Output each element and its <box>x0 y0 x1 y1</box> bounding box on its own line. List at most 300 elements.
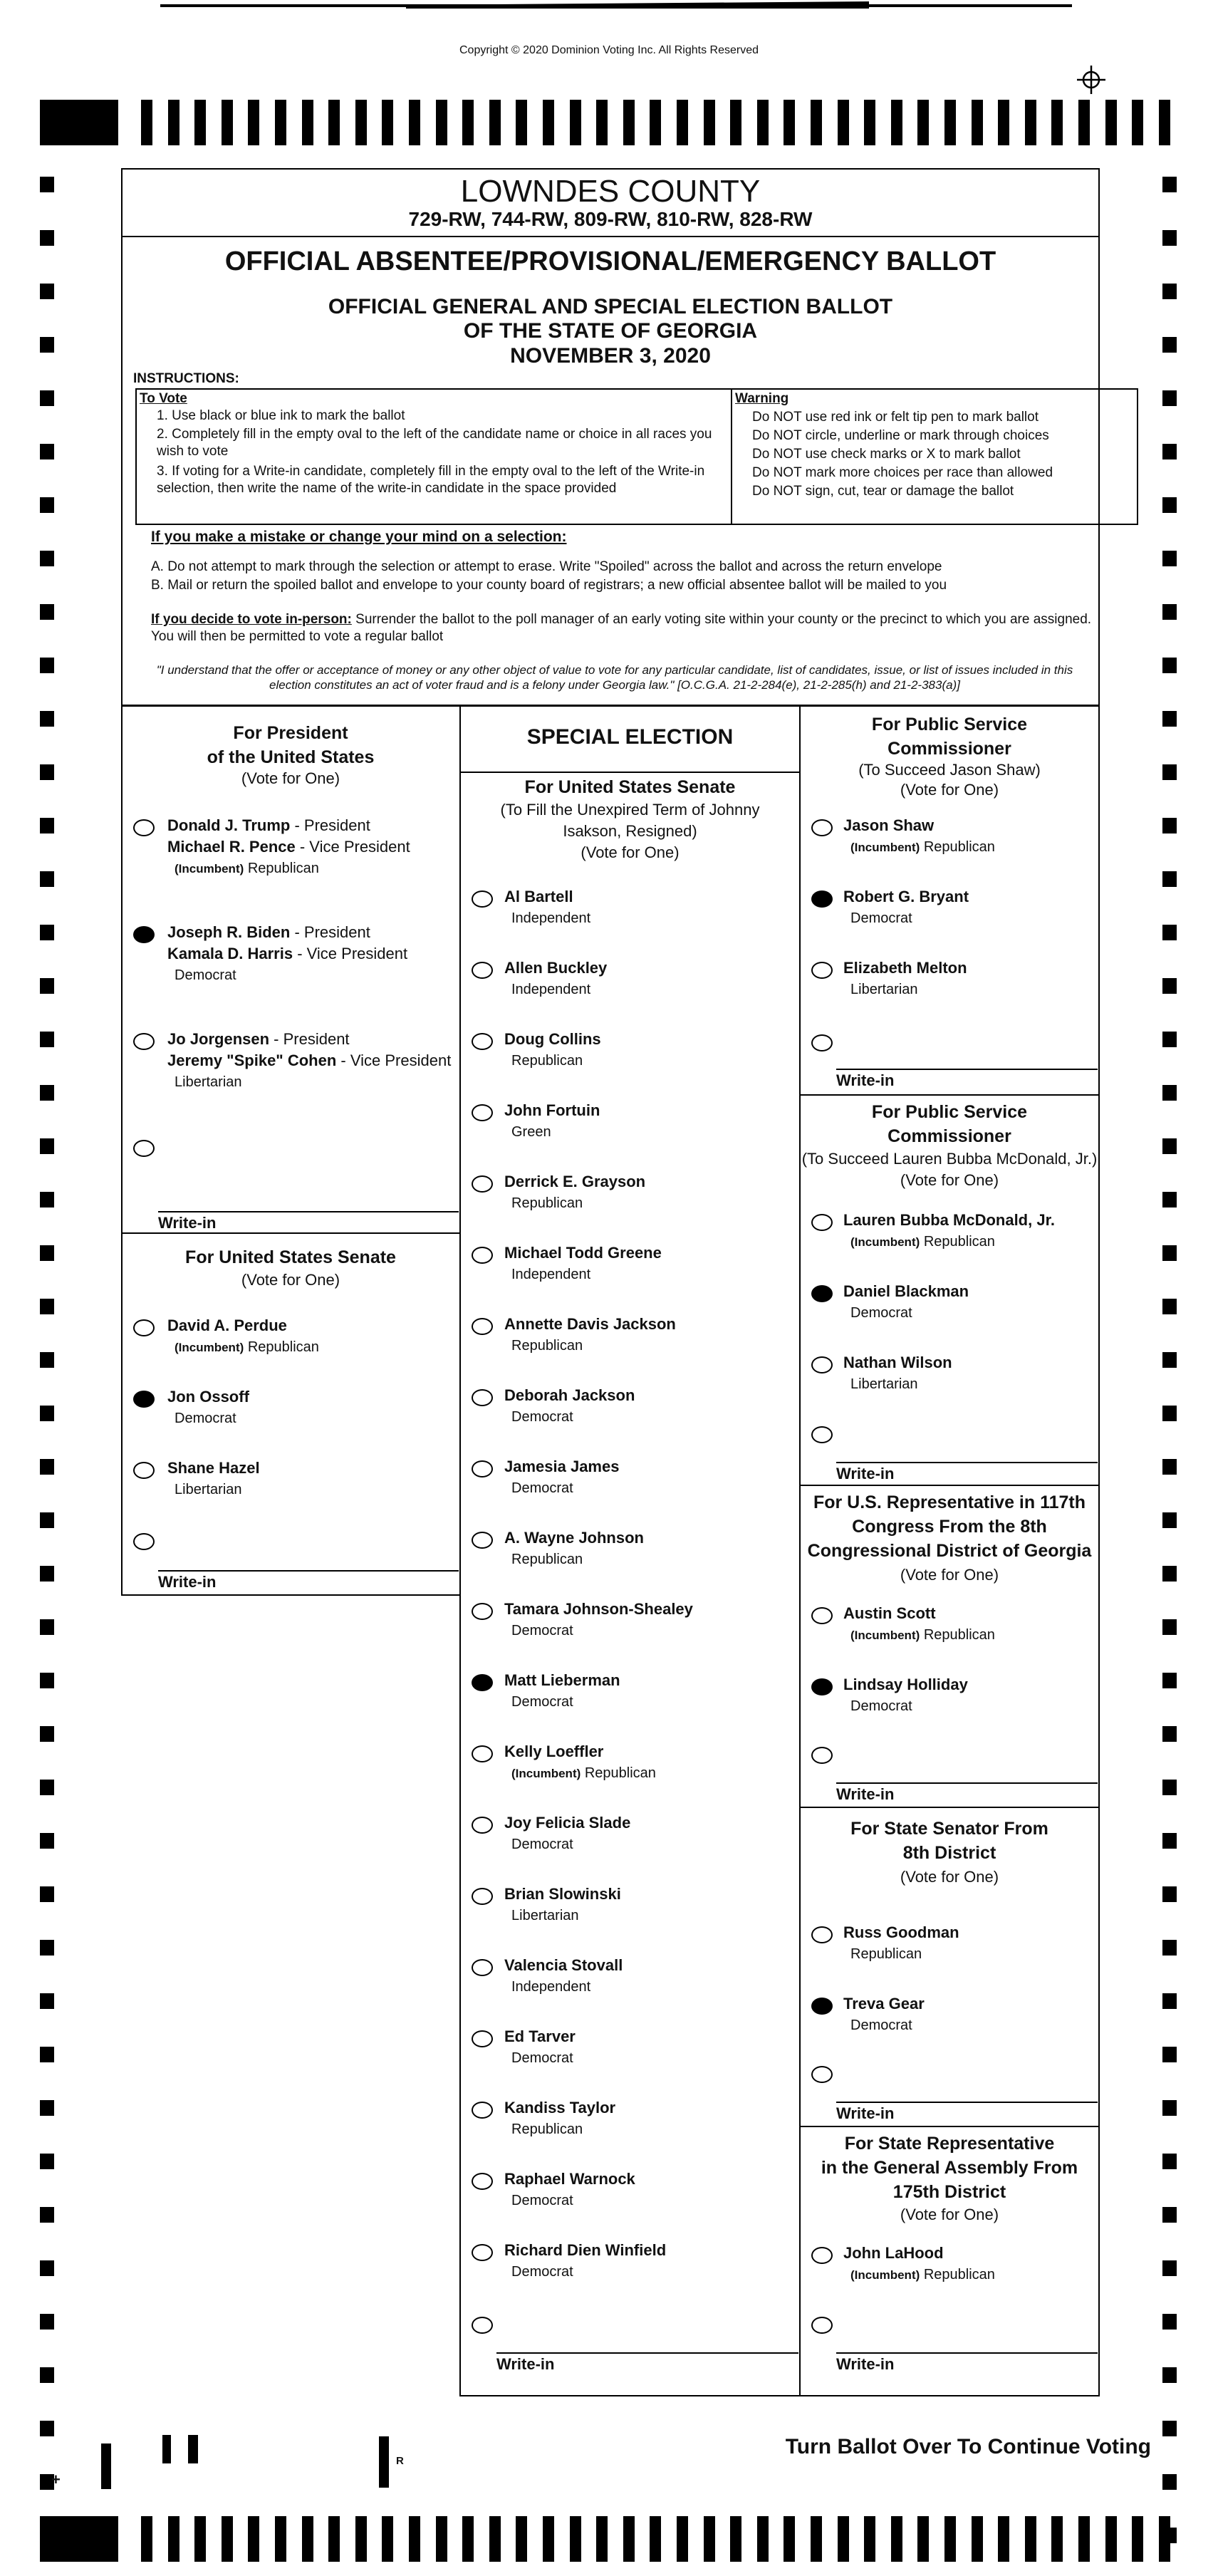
timing-bar <box>677 100 688 145</box>
side-mark <box>1162 2100 1177 2116</box>
joy-felicia-slade-name: Joy Felicia Slade <box>504 1814 631 1832</box>
jason-shaw-party <box>850 839 995 856</box>
oval-raphael-warnock[interactable] <box>472 2173 493 2190</box>
special-senate-sub-2: Isakson, Resigned) <box>563 822 697 840</box>
state-senate-rule <box>799 2126 1099 2127</box>
timing-bar <box>222 2516 233 2562</box>
doug-collins-party-name: Republican <box>511 1053 583 1069</box>
side-mark <box>40 711 54 727</box>
side-mark <box>1162 337 1177 353</box>
oval-doug-collins[interactable] <box>472 1033 493 1050</box>
psc1-sub: (To Succeed Jason Shaw) <box>858 761 1041 779</box>
tamara-johnson-shealey-party <box>511 1623 573 1639</box>
biden-party: Democrat <box>175 967 236 983</box>
side-mark <box>40 1619 54 1635</box>
oval-ed-tarver[interactable] <box>472 2030 493 2047</box>
senate-race-rule <box>121 1594 460 1596</box>
timing-bar <box>596 100 608 145</box>
matt-lieberman-name: Matt Lieberman <box>504 1671 620 1689</box>
crosshair-icon <box>1076 64 1107 95</box>
side-mark <box>1162 1085 1177 1101</box>
oval-tamara-johnson-shealey[interactable] <box>472 1603 493 1620</box>
senate-vote-for: (Vote for One) <box>241 1271 340 1289</box>
timing-bar <box>248 2516 259 2562</box>
timing-bar <box>811 100 822 145</box>
timing-bar <box>168 100 179 145</box>
oval-derrick-e-grayson[interactable] <box>472 1175 493 1193</box>
timing-bar <box>838 2516 849 2562</box>
valencia-stovall-party <box>511 1979 590 1995</box>
valencia-stovall-party-name: Independent <box>511 1979 591 1995</box>
lauren-bubba-mcdonald-jr-incumbent: (Incumbent) <box>850 1235 920 1249</box>
psc2-writein-line[interactable]: Write-in <box>836 1462 1098 1483</box>
jamesia-james-party <box>511 1480 573 1497</box>
oval-state-senate-writein[interactable] <box>811 2066 833 2083</box>
side-mark <box>40 925 54 940</box>
trump-incumbent: (Incumbent) <box>175 862 244 876</box>
side-mark <box>40 1138 54 1154</box>
state-rep-writein-line[interactable]: Write-in <box>836 2352 1098 2374</box>
timing-bar <box>650 2516 661 2562</box>
turn-over-notice: Turn Ballot Over To Continue Voting <box>785 2435 1151 2458</box>
side-mark <box>1162 1138 1177 1154</box>
tamara-johnson-shealey-party-name: Democrat <box>511 1623 573 1638</box>
elizabeth-melton-party <box>850 982 918 998</box>
kandiss-taylor-party-name: Republican <box>511 2121 583 2137</box>
oval-matt-lieberman[interactable] <box>472 1674 493 1691</box>
side-mark <box>1162 1459 1177 1475</box>
house-rule <box>799 1807 1099 1808</box>
timing-bar <box>436 100 447 145</box>
special-election-label: SPECIAL ELECTION <box>526 725 734 749</box>
timing-bar <box>141 100 152 145</box>
timing-bar <box>194 100 206 145</box>
mistake-label: If you make a mistake or change your mind on a selection: <box>151 529 567 545</box>
oval-russ-goodman[interactable] <box>811 1926 833 1943</box>
timing-bar <box>409 2516 420 2562</box>
hazel-party: Libertarian <box>175 1482 242 1497</box>
county-name: LOWNDES COUNTY <box>460 174 761 209</box>
oval-daniel-blackman[interactable] <box>811 1285 833 1302</box>
side-mark <box>40 1940 54 1956</box>
psc2-title-2: Commissioner <box>888 1126 1011 1146</box>
warning-1: Do NOT use red ink or felt tip pen to mark ballot <box>752 410 1039 425</box>
oval-annette-davis-jackson[interactable] <box>472 1318 493 1335</box>
timing-bar <box>1025 100 1036 145</box>
oval-john-lahood[interactable] <box>811 2247 833 2264</box>
columns-top-rule <box>121 705 1100 707</box>
oval-senate-writein[interactable] <box>133 1533 155 1550</box>
timing-bar <box>704 100 715 145</box>
john-lahood-incumbent: (Incumbent) <box>850 2268 920 2282</box>
side-mark <box>1162 1352 1177 1368</box>
side-mark <box>1162 551 1177 566</box>
jamesia-james-name: Jamesia James <box>504 1458 620 1475</box>
in-person-block <box>151 611 1105 645</box>
austin-scott-party <box>850 1627 995 1643</box>
jason-shaw-name: Jason Shaw <box>843 816 935 834</box>
jamesia-james-party-name: Democrat <box>511 1480 573 1496</box>
house-title-3: Congressional District of Georgia <box>807 1541 1092 1561</box>
timing-bar <box>328 100 340 145</box>
timing-bar <box>730 2516 741 2562</box>
side-mark <box>1162 2260 1177 2276</box>
senate-title: For United States Senate <box>185 1247 396 1267</box>
jorgensen-role: - President <box>269 1030 350 1048</box>
special-senate-title: For United States Senate <box>524 777 736 797</box>
timing-bar <box>917 2516 929 2562</box>
oval-allen-buckley[interactable] <box>472 962 493 979</box>
nathan-wilson-party <box>850 1376 918 1393</box>
timing-bar <box>1132 2516 1143 2562</box>
house-vote-for: (Vote for One) <box>900 1566 999 1584</box>
oval-nathan-wilson[interactable] <box>811 1356 833 1373</box>
matt-lieberman-party-name: Democrat <box>511 1694 573 1710</box>
timing-bar <box>784 100 795 145</box>
warning-3: Do NOT use check marks or X to mark ballot <box>752 447 1021 462</box>
special-senate-vote-for: (Vote for One) <box>581 843 680 861</box>
timing-bar <box>355 2516 367 2562</box>
oval-jason-shaw[interactable] <box>811 819 833 836</box>
timing-bar <box>302 100 313 145</box>
oval-jamesia-james[interactable] <box>472 1460 493 1477</box>
top-timing-marks <box>0 100 1182 145</box>
harris-name: Kamala D. Harris <box>167 945 293 962</box>
oval-elizabeth-melton[interactable] <box>811 962 833 979</box>
side-mark <box>1162 1032 1177 1047</box>
side-mark <box>40 1192 54 1208</box>
trump-line <box>167 816 370 835</box>
lauren-bubba-mcdonald-jr-party <box>850 1234 995 1250</box>
psc2-title-1: For Public Service <box>871 1102 1028 1122</box>
timing-bar <box>489 2516 501 2562</box>
oval-jorgensen[interactable] <box>133 1033 155 1050</box>
al-bartell-name: Al Bartell <box>504 888 573 905</box>
precinct-list: 729-RW, 744-RW, 809-RW, 810-RW, 828-RW <box>408 208 813 230</box>
pence-role: - Vice President <box>295 838 410 856</box>
russ-goodman-name: Russ Goodman <box>843 1923 959 1941</box>
side-mark <box>40 818 54 833</box>
perdue-name: David A. Perdue <box>167 1316 287 1334</box>
oval-biden[interactable] <box>133 926 155 943</box>
oval-robert-g-bryant[interactable] <box>811 890 833 908</box>
matt-lieberman-party <box>511 1694 573 1710</box>
oval-a-wayne-johnson[interactable] <box>472 1532 493 1549</box>
brian-slowinski-party <box>511 1908 579 1924</box>
oval-john-fortuin[interactable] <box>472 1104 493 1121</box>
side-mark <box>1162 1673 1177 1688</box>
oval-austin-scott[interactable] <box>811 1607 833 1624</box>
perdue-party-name: Republican <box>244 1339 319 1355</box>
side-mark <box>40 764 54 780</box>
elizabeth-melton-name: Elizabeth Melton <box>843 959 967 977</box>
timing-bar <box>570 2516 581 2562</box>
to-vote-step-3: 3. If voting for a Write-in candidate, completely fill in the empty oval to the left of the Write-in selection, then write the name of the write-in candidate in the space provided <box>157 464 705 496</box>
side-mark <box>1162 230 1177 246</box>
timing-bar <box>944 2516 956 2562</box>
col-divider-1 <box>459 705 461 2396</box>
derrick-e-grayson-party <box>511 1195 583 1212</box>
austin-scott-name: Austin Scott <box>843 1604 936 1622</box>
biden-name: Joseph R. Biden <box>167 923 291 941</box>
side-mark <box>40 2367 54 2383</box>
side-mark <box>40 1245 54 1261</box>
side-mark <box>1162 1299 1177 1314</box>
treva-gear-name: Treva Gear <box>843 1995 925 2012</box>
col-right-edge <box>1098 705 1100 2396</box>
state-senate-title-2: 8th District <box>902 1843 996 1863</box>
side-mark <box>1162 2528 1177 2543</box>
side-mark <box>1162 177 1177 192</box>
side-mark <box>40 1780 54 1795</box>
jason-shaw-party-name: Republican <box>920 839 995 855</box>
side-mark <box>1162 1245 1177 1261</box>
timing-bar <box>704 2516 715 2562</box>
ossoff-party: Democrat <box>175 1411 236 1426</box>
timing-bar <box>811 2516 822 2562</box>
side-mark <box>40 1085 54 1101</box>
state-senate-title-1: For State Senator From <box>850 1819 1048 1839</box>
timing-bar <box>1105 2516 1117 2562</box>
robert-g-bryant-party-name: Democrat <box>850 910 912 926</box>
oval-kelly-loeffler[interactable] <box>472 1745 493 1762</box>
side-mark <box>1162 604 1177 620</box>
oval-joy-felicia-slade[interactable] <box>472 1817 493 1834</box>
ossoff-name: Jon Ossoff <box>167 1388 249 1406</box>
timing-bar <box>757 2516 769 2562</box>
ed-tarver-party-name: Democrat <box>511 2050 573 2066</box>
psc1-rule <box>799 1094 1099 1096</box>
side-mark <box>40 497 54 513</box>
side-mark <box>1162 1886 1177 1902</box>
house-title-1: For U.S. Representative in 117th <box>813 1492 1086 1512</box>
side-mark <box>1162 2154 1177 2169</box>
president-title-2: of the United States <box>207 747 375 767</box>
timing-bar <box>409 100 420 145</box>
side-mark <box>40 871 54 887</box>
timing-bar <box>972 100 983 145</box>
side-mark <box>40 1406 54 1421</box>
psc2-sub: (To Succeed Lauren Bubba McDonald, Jr.) <box>801 1150 1098 1168</box>
kandiss-taylor-name: Kandiss Taylor <box>504 2099 616 2117</box>
timing-bar <box>516 2516 527 2562</box>
treva-gear-party <box>850 2017 912 2034</box>
john-fortuin-party-name: Green <box>511 1124 551 1140</box>
side-mark <box>1162 2421 1177 2436</box>
tamara-johnson-shealey-name: Tamara Johnson-Shealey <box>504 1600 693 1618</box>
allen-buckley-party-name: Independent <box>511 982 591 997</box>
timing-bar <box>1105 100 1117 145</box>
raphael-warnock-name: Raphael Warnock <box>504 2170 635 2188</box>
timing-bar <box>623 2516 635 2562</box>
cohen-role: - Vice President <box>336 1051 452 1069</box>
oval-perdue[interactable] <box>133 1319 155 1336</box>
oval-richard-dien-winfield[interactable] <box>472 2244 493 2261</box>
in-person-label: If you decide to vote in-person: <box>151 612 352 627</box>
perdue-incumbent: (Incumbent) <box>175 1341 244 1354</box>
psc1-writein-line[interactable]: Write-in <box>836 1069 1098 1090</box>
deborah-jackson-name: Deborah Jackson <box>504 1386 635 1404</box>
state-senate-vote-for: (Vote for One) <box>900 1868 999 1886</box>
oval-al-bartell[interactable] <box>472 890 493 908</box>
richard-dien-winfield-party <box>511 2264 573 2280</box>
mistake-b: B. Mail or return the spoiled ballot and envelope to your county board of registrars; a new official absentee ballot will be mailed to you <box>151 578 947 593</box>
psc1-title-1: For Public Service <box>871 715 1028 734</box>
side-mark <box>1162 284 1177 299</box>
side-mark <box>1162 390 1177 406</box>
ballot-type: OFFICIAL ABSENTEE/PROVISIONAL/EMERGENCY BALLOT <box>224 246 996 276</box>
senate-writein-line[interactable]: Write-in <box>158 1570 459 1591</box>
richard-dien-winfield-party-name: Democrat <box>511 2264 573 2280</box>
side-mark <box>40 1886 54 1902</box>
oval-state-rep-writein[interactable] <box>811 2317 833 2334</box>
oval-hazel[interactable] <box>133 1462 155 1479</box>
side-mark <box>1162 1406 1177 1421</box>
timing-bar <box>275 100 286 145</box>
side-mark <box>40 978 54 994</box>
deborah-jackson-party-name: Democrat <box>511 1409 573 1425</box>
doug-collins-party <box>511 1053 583 1069</box>
john-fortuin-party <box>511 1124 551 1141</box>
timing-bar <box>730 100 741 145</box>
state-rep-title-2: in the General Assembly From <box>821 2158 1078 2178</box>
warning-5: Do NOT sign, cut, tear or damage the ballot <box>752 484 1014 499</box>
side-mark <box>40 337 54 353</box>
side-mark <box>1162 1512 1177 1528</box>
timing-bar <box>864 2516 875 2562</box>
timing-bar <box>248 100 259 145</box>
plus-mark: + <box>51 2471 61 2488</box>
timing-block <box>40 100 118 145</box>
lindsay-holliday-party-name: Democrat <box>850 1698 912 1714</box>
oval-brian-slowinski[interactable] <box>472 1888 493 1905</box>
timing-bar <box>275 2516 286 2562</box>
state-senate-writein-line[interactable]: Write-in <box>836 2102 1098 2123</box>
lindsay-holliday-party <box>850 1698 912 1715</box>
derrick-e-grayson-name: Derrick E. Grayson <box>504 1173 646 1190</box>
timing-bar <box>570 100 581 145</box>
russ-goodman-party <box>850 1946 922 1963</box>
oval-lauren-bubba-mcdonald-jr[interactable] <box>811 1214 833 1231</box>
oval-valencia-stovall[interactable] <box>472 1959 493 1976</box>
cohen-line <box>167 1051 451 1070</box>
ed-tarver-party <box>511 2050 573 2067</box>
timing-bar <box>355 100 367 145</box>
annette-davis-jackson-party-name: Republican <box>511 1338 583 1354</box>
timing-bar <box>1078 2516 1090 2562</box>
timing-bar <box>382 2516 393 2562</box>
pence-line <box>167 838 410 856</box>
oval-treva-gear[interactable] <box>811 1998 833 2015</box>
timing-bar <box>168 2516 179 2562</box>
oval-lindsay-holliday[interactable] <box>811 1678 833 1695</box>
kelly-loeffler-incumbent: (Incumbent) <box>511 1767 581 1780</box>
side-mark <box>40 1512 54 1528</box>
special-senate-sub-1: (To Fill the Unexpired Term of Johnny <box>500 801 760 819</box>
psc1-vote-for: (Vote for One) <box>900 781 999 799</box>
allen-buckley-party <box>511 982 590 998</box>
president-vote-for: (Vote for One) <box>241 769 340 787</box>
to-vote-label: To Vote <box>140 391 187 406</box>
oval-kandiss-taylor[interactable] <box>472 2102 493 2119</box>
al-bartell-party <box>511 910 590 927</box>
state-rep-title-1: For State Representative <box>844 2134 1055 2154</box>
footer-mark-4 <box>379 2436 389 2488</box>
oval-ossoff[interactable] <box>133 1391 155 1408</box>
oval-house-writein[interactable] <box>811 1747 833 1764</box>
oval-president-writein[interactable] <box>133 1140 155 1157</box>
side-mark <box>40 658 54 673</box>
annette-davis-jackson-party <box>511 1338 583 1354</box>
side-mark <box>40 2154 54 2169</box>
timing-bar <box>489 100 501 145</box>
oval-michael-todd-greene[interactable] <box>472 1247 493 1264</box>
psc2-rule <box>799 1485 1099 1486</box>
election-date: NOVEMBER 3, 2020 <box>510 344 711 368</box>
oval-psc1-writein[interactable] <box>811 1034 833 1051</box>
jorgensen-line <box>167 1030 350 1049</box>
oval-trump[interactable] <box>133 819 155 836</box>
joy-felicia-slade-party <box>511 1837 573 1853</box>
oval-deborah-jackson[interactable] <box>472 1389 493 1406</box>
president-writein-line[interactable]: Write-in <box>158 1211 459 1232</box>
timing-bar <box>328 2516 340 2562</box>
jorgensen-name: Jo Jorgensen <box>167 1030 270 1048</box>
lindsay-holliday-name: Lindsay Holliday <box>843 1676 968 1693</box>
voter-statement: "I understand that the offer or acceptance of money or any other object of value to vote for any particular candidate, list of candidates, issue, or list of issues included in this election constitutes an act of voter fraud and is a felony under Georgia law." [O.C.G.A. 21-2-284(e), 21-2-285(h) and 21-2-383(a)] <box>156 663 1073 692</box>
timing-bar <box>382 100 393 145</box>
side-mark <box>1162 871 1177 887</box>
side-mark <box>40 177 54 192</box>
raphael-warnock-party <box>511 2193 573 2209</box>
side-mark <box>1162 925 1177 940</box>
timing-bar <box>917 100 929 145</box>
timing-bar <box>891 2516 902 2562</box>
columns-bottom-rule <box>459 2395 1100 2396</box>
timing-bar <box>1078 100 1090 145</box>
psc2-vote-for: (Vote for One) <box>900 1171 999 1189</box>
austin-scott-incumbent: (Incumbent) <box>850 1629 920 1642</box>
oval-special-writein[interactable] <box>472 2317 493 2334</box>
timing-bar <box>462 100 474 145</box>
to-vote-step-2: 2. Completely fill in the empty oval to the left of the candidate name or choice in all races you wish to vote <box>157 427 712 459</box>
side-mark <box>1162 2367 1177 2383</box>
in-person-text: Surrender the ballot to the poll manager of an early voting site within your county or the precinct to which you are assigned. You will then be permitted to vote a regular ballot <box>151 612 1092 644</box>
timing-bar <box>596 2516 608 2562</box>
biden-line <box>167 923 370 942</box>
side-mark <box>1162 2314 1177 2330</box>
kelly-loeffler-party <box>511 1765 656 1782</box>
warning-4: Do NOT mark more choices per race than allowed <box>752 465 1053 480</box>
oval-psc2-writein[interactable] <box>811 1426 833 1443</box>
jorgensen-party: Libertarian <box>175 1074 242 1090</box>
side-mark <box>1162 497 1177 513</box>
timing-bar <box>650 100 661 145</box>
michael-todd-greene-party-name: Independent <box>511 1267 591 1282</box>
biden-role: - President <box>290 923 370 941</box>
john-lahood-party <box>850 2267 995 2283</box>
special-writein-line[interactable]: Write-in <box>496 2352 798 2374</box>
joy-felicia-slade-party-name: Democrat <box>511 1837 573 1852</box>
timing-bar <box>543 2516 554 2562</box>
daniel-blackman-name: Daniel Blackman <box>843 1282 969 1300</box>
derrick-e-grayson-party-name: Republican <box>511 1195 583 1211</box>
top-rule-wedge <box>406 1 869 9</box>
house-writein-line[interactable]: Write-in <box>836 1782 1098 1804</box>
perdue-party <box>175 1339 319 1356</box>
annette-davis-jackson-name: Annette Davis Jackson <box>504 1315 676 1333</box>
lauren-bubba-mcdonald-jr-party-name: Republican <box>920 1234 995 1250</box>
